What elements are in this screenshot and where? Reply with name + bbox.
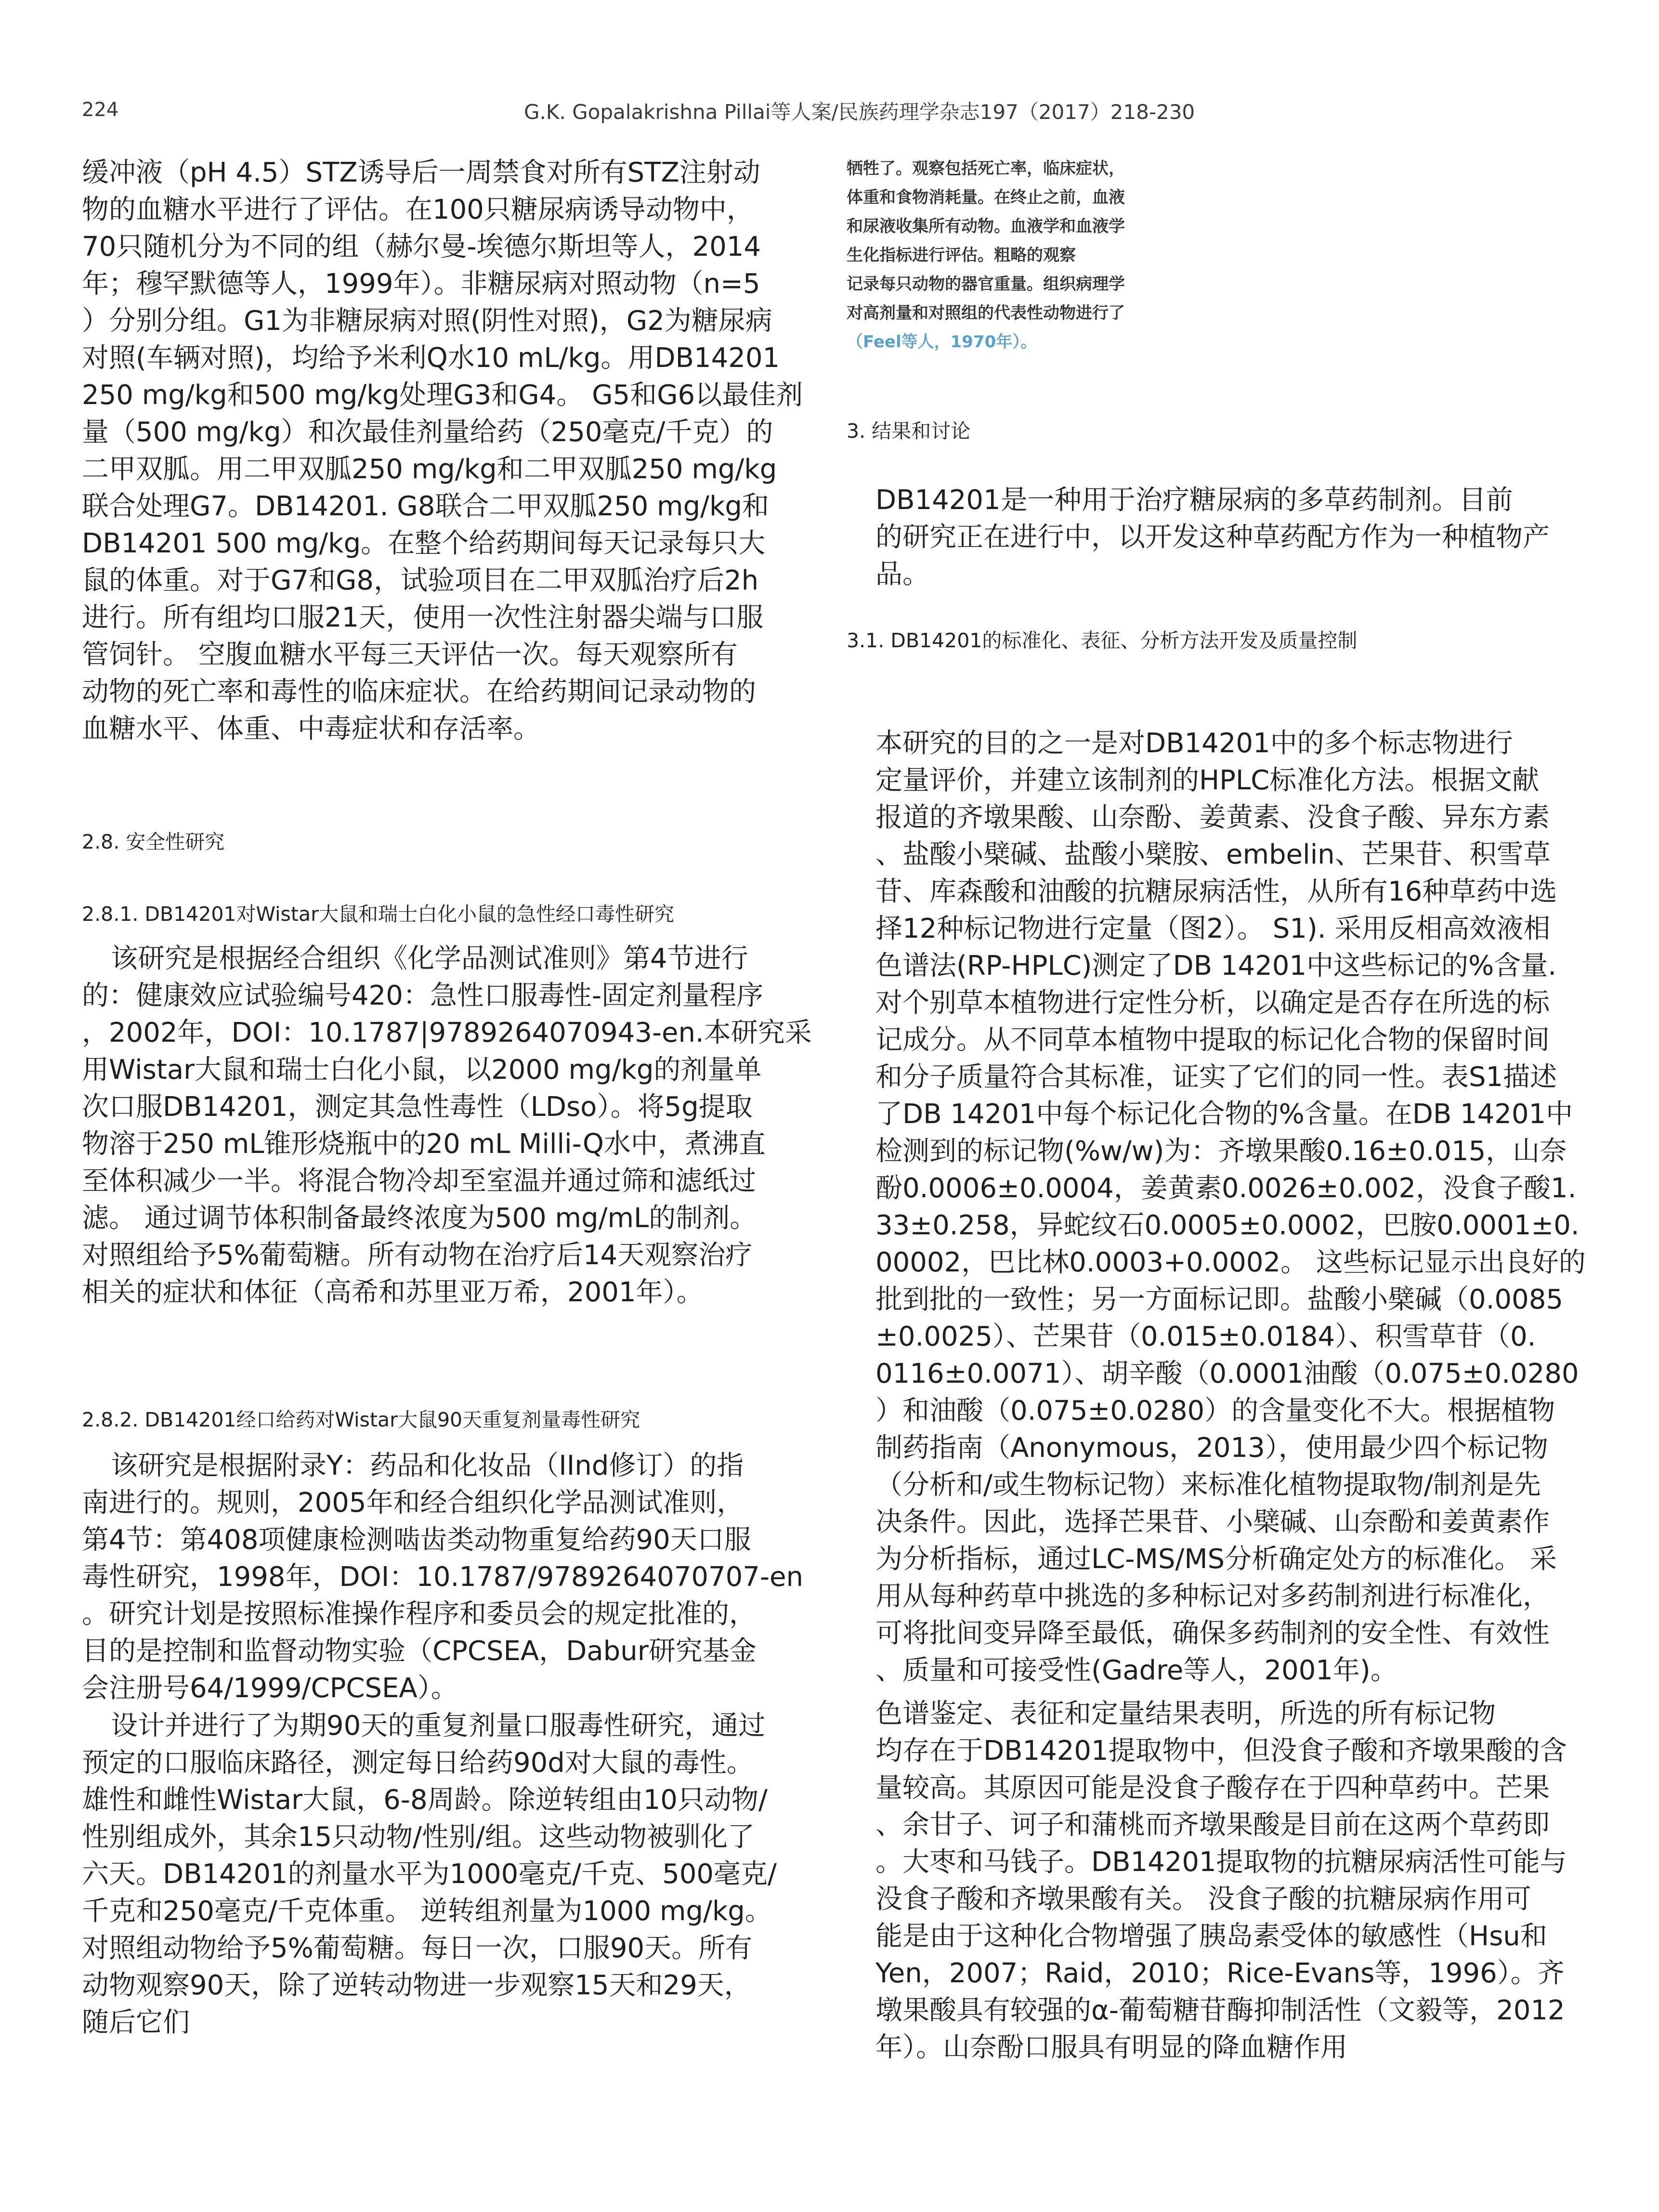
text-line: 70只随机分为不同的组（赫尔曼-埃德尔斯坦等人，2014 <box>82 231 761 262</box>
text-line: 毒性研究，1998年，DOI：10.1787/9789264070707-en <box>82 1561 803 1593</box>
section-2-8-1-heading: 2.8.1. DB14201对Wistar大鼠和瑞士白化小鼠的急性经口毒性研究 <box>82 903 674 926</box>
section-3-1-heading: 3.1. DB14201的标准化、表征、分析方法开发及质量控制 <box>847 629 1358 652</box>
text-line: 和分子质量符合其标准，证实了它们的同一性。表S1描述 <box>875 1061 1557 1093</box>
text-line: 量（500 mg/kg）和次最佳剂量给药（250毫克/千克）的 <box>82 417 773 448</box>
text-line: 用从每种药草中挑选的多种标记对多药制剂进行标准化， <box>875 1581 1550 1612</box>
text-line: 批到批的一致性；另一方面标记即。盐酸小檗碱（0.0085 <box>875 1284 1563 1315</box>
section-3-heading: 3. 结果和讨论 <box>847 419 971 443</box>
text-line: 250 mg/kg和500 mg/kg处理G3和G4。 G5和G6以最佳剂 <box>82 380 803 411</box>
text-line: 设计并进行了为期90天的重复剂量口服毒性研究，通过 <box>111 1710 766 1741</box>
text-line: 00002，巴比林0.0003+0.0002。 这些标记显示出良好的 <box>875 1247 1586 1278</box>
text-line: 量较高。其原因可能是没食子酸存在于四种草药中。芒果 <box>875 1772 1550 1804</box>
text-line: 性别组成外，其余15只动物/性别/组。这些动物被驯化了 <box>82 1821 755 1853</box>
text-line: 酚0.0006±0.0004，姜黄素0.0026±0.002，没食子酸1. <box>875 1173 1577 1204</box>
text-line: 会注册号64/1999/CPCSEA）。 <box>82 1673 458 1704</box>
text-line: 第4节：第408项健康检测啮齿类动物重复给药90天口服 <box>82 1524 751 1556</box>
text-line: 可将批间变异降至最低，确保多药制剂的安全性、有效性 <box>875 1618 1550 1649</box>
section-2-8-heading: 2.8. 安全性研究 <box>82 830 225 853</box>
text-line: 对照组动物给予5%葡萄糖。每日一次，口服90天。所有 <box>82 1933 753 1964</box>
text-line: 了DB 14201中每个标记化合物的%含量。在DB 14201中 <box>875 1099 1573 1130</box>
text-line: 鼠的体重。对于G7和G8，试验项目在二甲双胍治疗后2h <box>82 565 759 596</box>
paragraph-standardization <box>875 725 1586 1689</box>
text-line: 体重和食物消耗量。在终止之前，血液 <box>847 188 1125 207</box>
text-line: 苷、库森酸和油酸的抗糖尿病活性，从所有16种草药中选 <box>875 876 1557 907</box>
text-line: 本研究的目的之一是对DB14201中的多个标志物进行 <box>875 728 1513 759</box>
text-line: 牺牲了。观察包括死亡率，临床症状， <box>847 159 1125 178</box>
text-line: 。大枣和马钱子。DB14201提取物的抗糖尿病活性可能与 <box>875 1846 1567 1878</box>
paragraph-results-intro <box>875 482 1583 593</box>
text-line: 记成分。从不同草本植物中提取的标记化合物的保留时间 <box>875 1024 1550 1056</box>
text-line: 次口服DB14201，测定其急性毒性（LDso）。将5g提取 <box>82 1091 753 1123</box>
text-line: ±0.0025）、芒果苷（0.015±0.0184）、积雪草苷（0. <box>875 1321 1536 1352</box>
text-line: 33±0.258，异蛇纹石0.0005±0.0002，巴胺0.0001±0. <box>875 1210 1580 1241</box>
text-line: 二甲双胍。用二甲双胍250 mg/kg和二甲双胍250 mg/kg <box>82 454 777 485</box>
text-line: 生化指标进行评估。粗略的观察 <box>847 246 1076 265</box>
text-line: 对照(车辆对照)，均给予米利Q水10 mL/kg。用DB14201 <box>82 342 780 374</box>
text-line: ）和油酸（0.075±0.0280）的含量变化不大。根据植物 <box>875 1395 1555 1427</box>
paragraph-chromatographic-results <box>875 1695 1583 2066</box>
text-line: 制药指南（Anonymous，2013），使用最少四个标记物 <box>875 1432 1548 1464</box>
text-line: 年；穆罕默德等人，1999年）。非糖尿病对照动物（n=5 <box>82 268 760 300</box>
text-line: 对个别草本植物进行定性分析，以确定是否存在所选的标 <box>875 987 1550 1019</box>
section-2-8-2-heading: 2.8.2. DB14201经口给药对Wistar大鼠90天重复剂量毒性研究 <box>82 1408 640 1431</box>
text-line: ）分别分组。G1为非糖尿病对照(阴性对照)，G2为糖尿病 <box>82 305 772 337</box>
text-line: 年）。山奈酚口服具有明显的降血糖作用 <box>875 2032 1347 2063</box>
text-line: ，2002年，DOI：10.1787|9789264070943-en.本研究采 <box>82 1017 812 1048</box>
text-line: DB14201 500 mg/kg。在整个给药期间每天记录每只大 <box>82 528 766 559</box>
text-line: 千克和250毫克/千克体重。 逆转组剂量为1000 mg/kg。 <box>82 1896 772 1927</box>
text-line: 相关的症状和体征（高希和苏里亚万希，2001年）。 <box>82 1277 704 1308</box>
text-line: 决条件。因此，选择芒果苷、小檗碱、山奈酚和姜黄素作 <box>875 1506 1550 1538</box>
text-line: 至体积减少一半。将混合物冷却至室温并通过筛和滤纸过 <box>82 1165 756 1197</box>
text-line: 进行。所有组均口服21天，使用一次性注射器尖端与口服 <box>82 602 764 633</box>
text-line: 缓冲液（pH 4.5）STZ诱导后一周禁食对所有STZ注射动 <box>82 157 760 188</box>
text-line: 、余甘子、诃子和蒲桃而齐墩果酸是目前在这两个草药即 <box>875 1809 1550 1841</box>
text-line: 的：健康效应试验编号420：急性口服毒性-固定剂量程序 <box>82 980 764 1011</box>
text-line: 墩果酸具有较强的α-葡萄糖苷酶抑制活性（文毅等，2012 <box>875 1995 1565 2026</box>
text-line: 预定的口服临床路径，测定每日给药90d对大鼠的毒性。 <box>82 1747 754 1779</box>
page-number: 224 <box>82 99 119 121</box>
text-line: 联合处理G7。DB14201. G8联合二甲双胍250 mg/kg和 <box>82 491 769 522</box>
text-line: 物溶于250 mL锥形烧瓶中的20 mL Milli-Q水中，煮沸直 <box>82 1128 766 1160</box>
text-line: 目的是控制和监督动物实验（CPCSEA，Dabur研究基金 <box>82 1636 757 1667</box>
text-line: 择12种标记物进行定量（图2）。 S1). 采用反相高效液相 <box>875 913 1551 944</box>
text-line: 0116±0.0071）、胡辛酸（0.0001油酸（0.075±0.0280 <box>875 1358 1579 1389</box>
text-line: 六天。DB14201的剂量水平为1000毫克/千克、500毫克/ <box>82 1859 777 1890</box>
text-line: 雄性和雌性Wistar大鼠，6-8周龄。除逆转组由10只动物/ <box>82 1784 768 1816</box>
text-line: 滤。 通过调节体积制备最终浓度为500 mg/mL的制剂。 <box>82 1203 757 1234</box>
text-line: 该研究是根据经合组织《化学品测试准则》第4节进行 <box>111 943 748 974</box>
text-line: 色谱法(RP-HPLC)测定了DB 14201中这些标记的%含量. <box>875 950 1557 982</box>
text-line: Yen，2007；Raid，2010；Rice-Evans等，1996）。齐 <box>875 1958 1565 1989</box>
text-line: 的研究正在进行中，以开发这种草药配方作为一种植物产 <box>875 522 1550 553</box>
journal-citation: G.K. Gopalakrishna Pillai等人案/民族药理学杂志197（2017）218-230 <box>524 100 1195 124</box>
text-line: 、质量和可接受性(Gadre等人，2001年)。 <box>875 1655 1398 1686</box>
text-line: （分析和/或生物标记物）来标准化植物提取物/制剂是先 <box>875 1469 1541 1501</box>
text-line: 物的血糖水平进行了评估。在100只糖尿病诱导动物中， <box>82 194 754 225</box>
text-line: 能是由于这种化合物增强了胰岛素受体的敏感性（Hsu和 <box>875 1921 1547 1952</box>
text-line: 品。 <box>875 559 929 590</box>
text-line: 随后它们 <box>82 2007 190 2038</box>
text-line: 动物观察90天，除了逆转动物进一步观察15天和29天， <box>82 1970 751 2001</box>
text-line: 、盐酸小檗碱、盐酸小檗胺、embelin、芒果苷、积雪草 <box>875 839 1551 870</box>
text-line: 检测到的标记物(%w/w)为：齐墩果酸0.16±0.015，山奈 <box>875 1136 1567 1167</box>
text-line: 均存在于DB14201提取物中，但没食子酸和齐墩果酸的含 <box>875 1735 1567 1767</box>
text-line: 色谱鉴定、表征和定量结果表明，所选的所有标记物 <box>875 1698 1496 1729</box>
paragraph-90-day-study <box>82 1707 777 2041</box>
text-line: 定量评价，并建立该制剂的HPLC标准化方法。根据文献 <box>875 765 1540 796</box>
text-line: 。研究计划是按照标准操作程序和委员会的规定批准的， <box>82 1598 756 1630</box>
paragraph-acute-toxicity <box>82 940 812 1311</box>
text-line: 用Wistar大鼠和瑞士白化小鼠，以2000 mg/kg的剂量单 <box>82 1054 762 1086</box>
text-line: 该研究是根据附录Y：药品和化妆品（IInd修订）的指 <box>111 1450 744 1481</box>
paragraph-observations-citation: （Feel等人，1970年）。 <box>847 332 1037 352</box>
text-line: 和尿液收集所有动物。血液学和血液学 <box>847 217 1125 236</box>
paragraph-observations <box>847 154 1125 327</box>
text-line: 对照组给予5%葡萄糖。所有动物在治疗后14天观察治疗 <box>82 1240 753 1271</box>
text-line: 南进行的。规则，2005年和经合组织化学品测试准则， <box>82 1487 744 1518</box>
text-line: 血糖水平、体重、中毒症状和存活率。 <box>82 713 540 745</box>
text-line: 管饲针。 空腹血糖水平每三天评估一次。每天观察所有 <box>82 639 738 670</box>
text-line: 记录每只动物的器官重量。组织病理学 <box>847 275 1125 294</box>
paragraph-diabetes-induction <box>82 154 803 747</box>
text-line: DB14201是一种用于治疗糖尿病的多草药制剂。目前 <box>875 484 1513 516</box>
text-line: 报道的齐墩果酸、山奈酚、姜黄素、没食子酸、异东方素 <box>875 802 1550 833</box>
text-line: 没食子酸和齐墩果酸有关。 没食子酸的抗糖尿病作用可 <box>875 1884 1531 1915</box>
text-line: 为分析指标，通过LC-MS/MS分析确定处方的标准化。 采 <box>875 1544 1557 1575</box>
text-line: 动物的死亡率和毒性的临床症状。在给药期间记录动物的 <box>82 676 756 707</box>
paragraph-repeated-dose-guideline <box>82 1447 803 1707</box>
text-line: 对高剂量和对照组的代表性动物进行了 <box>847 303 1125 323</box>
